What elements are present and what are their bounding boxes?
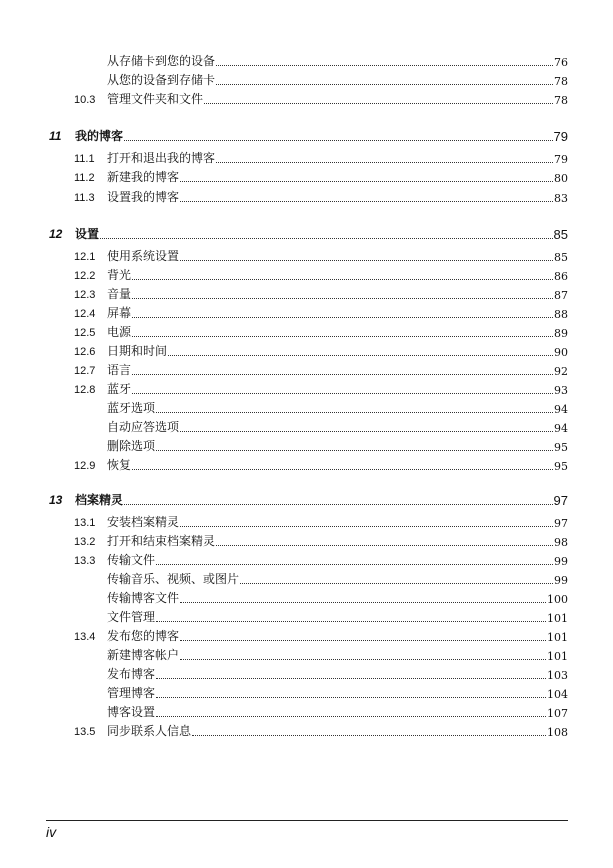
toc-entry[interactable]: [0, 52, 613, 71]
toc-entry-title: 安装档案精灵: [107, 515, 180, 529]
toc-entry-title: 日期和时间: [107, 344, 168, 358]
toc-entry-page: 89: [554, 327, 568, 340]
toc-entry[interactable]: [0, 551, 613, 570]
toc-entry-title: 屏幕: [107, 306, 132, 320]
toc-dot-leader: [132, 336, 553, 337]
toc-entry[interactable]: [0, 722, 613, 741]
toc-entry[interactable]: [0, 266, 613, 285]
toc-dot-leader: [132, 298, 553, 299]
toc-dot-leader: [180, 431, 553, 432]
toc-entry-title: 传输音乐、视频、或图片: [107, 572, 240, 586]
toc-entry-page: 85: [553, 227, 568, 242]
toc-entry-page: 80: [554, 172, 568, 185]
toc-dot-leader: [132, 374, 553, 375]
toc-dot-leader: [132, 317, 553, 318]
toc-entry-page: 87: [554, 289, 568, 302]
toc-entry-number: 12: [49, 227, 63, 241]
toc-entry-title: 恢复: [107, 458, 132, 472]
toc-entry-title: 新建我的博客: [107, 170, 180, 184]
toc-entry-page: 90: [554, 346, 568, 359]
toc-entry-page: 108: [547, 726, 568, 739]
toc-chapter-entry[interactable]: [0, 488, 613, 510]
toc-dot-leader: [132, 279, 553, 280]
toc-entry[interactable]: [0, 703, 613, 722]
toc-entry-page: 76: [554, 56, 568, 69]
toc-entry-number: 11: [49, 129, 62, 143]
toc-entry-number: 12.5: [74, 327, 96, 339]
toc-dot-leader: [180, 181, 553, 182]
toc-entry-page: 78: [554, 75, 568, 88]
toc-dot-leader: [180, 201, 553, 202]
toc-entry[interactable]: [0, 71, 613, 90]
toc-entry-page: 101: [547, 650, 568, 663]
footer-divider: [46, 820, 568, 821]
toc-entry-number: 11.2: [74, 172, 95, 184]
toc-entry-title: 打开和结束档案精灵: [107, 534, 216, 548]
footer-page-number: iv: [46, 824, 57, 840]
toc-entry[interactable]: [0, 361, 613, 380]
toc-dot-leader: [156, 697, 546, 698]
toc-entry[interactable]: [0, 247, 613, 266]
toc-entry[interactable]: [0, 627, 613, 646]
toc-dot-leader: [216, 545, 553, 546]
toc-entry-page: 88: [554, 308, 568, 321]
toc-entry-number: 12.7: [74, 365, 96, 377]
toc-entry-page: 103: [547, 669, 568, 682]
toc-entry-title: 管理文件夹和文件: [107, 92, 204, 106]
toc-dot-leader: [204, 103, 553, 104]
toc-dot-leader: [216, 162, 553, 163]
toc-entry-page: 104: [547, 688, 568, 701]
toc-entry[interactable]: [0, 513, 613, 532]
toc-entry-page: 94: [554, 403, 568, 416]
toc-entry-page: 99: [554, 555, 568, 568]
toc-entry-title: 设置我的博客: [107, 190, 180, 204]
toc-entry-number: 13.4: [74, 631, 96, 643]
toc-entry-page: 79: [554, 153, 568, 166]
toc-entry-page: 97: [553, 493, 568, 508]
toc-entry-title: 我的博客: [75, 129, 124, 143]
toc-entry-number: 11.1: [74, 153, 95, 165]
toc-entry[interactable]: [0, 437, 613, 456]
toc-entry-page: 79: [553, 129, 568, 144]
toc-dot-leader: [180, 526, 553, 527]
toc-entry[interactable]: [0, 323, 613, 342]
toc-entry-page: 85: [554, 251, 568, 264]
toc-dot-leader: [192, 735, 546, 736]
toc-entry-number: 13.3: [74, 555, 96, 567]
toc-entry-number: 12.8: [74, 384, 96, 396]
toc-entry[interactable]: [0, 304, 613, 323]
toc-entry[interactable]: [0, 399, 613, 418]
toc-entry-title: 打开和退出我的博客: [107, 151, 216, 165]
toc-entry-number: 12.1: [74, 251, 96, 263]
toc-entry-page: 83: [554, 192, 568, 205]
toc-entry-page: 86: [554, 270, 568, 283]
toc-dot-leader: [124, 140, 553, 141]
toc-entry-title: 语言: [107, 363, 132, 377]
toc-entry-number: 12.4: [74, 308, 96, 320]
toc-entry-title: 电源: [107, 325, 132, 339]
toc-entry-page: 99: [554, 574, 568, 587]
toc-dot-leader: [180, 260, 553, 261]
toc-entry-title: 从您的设备到存储卡: [107, 73, 216, 87]
toc-entry-number: 13.1: [74, 517, 96, 529]
toc-entry[interactable]: [0, 608, 613, 627]
toc-entry-number: 11.3: [74, 192, 95, 204]
toc-entry-page: 100: [547, 593, 568, 606]
toc-entry-title: 从存储卡到您的设备: [107, 54, 216, 68]
toc-dot-leader: [180, 659, 546, 660]
toc-dot-leader: [216, 84, 553, 85]
toc-chapter-entry[interactable]: [0, 124, 613, 146]
toc-entry-title: 传输文件: [107, 553, 156, 567]
toc-entry-title: 发布您的博客: [107, 629, 180, 643]
toc-entry-page: 93: [554, 384, 568, 397]
toc-entry-number: 13.2: [74, 536, 96, 548]
toc-entry[interactable]: [0, 380, 613, 399]
toc-entry-title: 传输博客文件: [107, 591, 180, 605]
toc-entry[interactable]: [0, 532, 613, 551]
toc-entry-page: 98: [554, 536, 568, 549]
toc-dot-leader: [240, 583, 553, 584]
toc-entry[interactable]: [0, 168, 613, 187]
toc-entry[interactable]: [0, 285, 613, 304]
toc-entry-title: 背光: [107, 268, 132, 282]
toc-entry[interactable]: [0, 684, 613, 703]
toc-entry-number: 12.9: [74, 460, 96, 472]
toc-entry-page: 78: [554, 94, 568, 107]
toc-entry[interactable]: [0, 456, 613, 475]
toc-entry-number: 12.6: [74, 346, 96, 358]
toc-entry-page: 107: [547, 707, 568, 720]
toc-entry-number: 13.5: [74, 726, 96, 738]
toc-dot-leader: [180, 602, 546, 603]
toc-entry-title: 自动应答选项: [107, 420, 180, 434]
toc-entry-page: 94: [554, 422, 568, 435]
toc-entry-title: 文件管理: [107, 610, 156, 624]
toc-entry-number: 12.2: [74, 270, 96, 282]
toc-entry-title: 管理博客: [107, 686, 156, 700]
toc-entry[interactable]: [0, 418, 613, 437]
toc-dot-leader: [100, 238, 553, 239]
toc-entry-title: 蓝牙选项: [107, 401, 156, 415]
toc-dot-leader: [132, 469, 553, 470]
toc-entry-title: 设置: [75, 227, 100, 241]
toc-entry[interactable]: [0, 149, 613, 168]
toc-dot-leader: [156, 564, 553, 565]
toc-entry-page: 92: [554, 365, 568, 378]
toc-entry[interactable]: [0, 570, 613, 589]
toc-dot-leader: [156, 678, 546, 679]
toc-dot-leader: [156, 716, 546, 717]
toc-entry[interactable]: [0, 665, 613, 684]
toc-entry[interactable]: [0, 589, 613, 608]
toc-dot-leader: [156, 621, 546, 622]
toc-dot-leader: [216, 65, 553, 66]
toc-chapter-entry[interactable]: [0, 222, 613, 244]
toc-entry-page: 101: [547, 631, 568, 644]
toc-entry-title: 同步联系人信息: [107, 724, 192, 738]
toc-dot-leader: [132, 393, 553, 394]
toc-entry-page: 95: [554, 441, 568, 454]
toc-entry[interactable]: [0, 342, 613, 361]
toc-dot-leader: [156, 450, 553, 451]
toc-entry-number: 12.3: [74, 289, 96, 301]
toc-entry-number: 10.3: [74, 94, 96, 106]
toc-entry[interactable]: [0, 188, 613, 207]
toc-dot-leader: [156, 412, 553, 413]
toc-dot-leader: [124, 504, 553, 505]
toc-entry-title: 使用系统设置: [107, 249, 180, 263]
toc-dot-leader: [168, 355, 553, 356]
toc-entry-title: 蓝牙: [107, 382, 132, 396]
toc-entry[interactable]: [0, 90, 613, 109]
toc-entry-page: 101: [547, 612, 568, 625]
toc-entry-title: 删除选项: [107, 439, 156, 453]
toc-entry-title: 档案精灵: [75, 493, 124, 507]
toc-entry-title: 新建博客帐户: [107, 648, 180, 662]
toc-entry-title: 发布博客: [107, 667, 156, 681]
toc-entry-title: 博客设置: [107, 705, 156, 719]
toc-dot-leader: [180, 640, 546, 641]
toc-entry-number: 13: [49, 493, 63, 507]
toc-entry-title: 音量: [107, 287, 132, 301]
toc-entry-page: 97: [554, 517, 568, 530]
toc-entry[interactable]: [0, 646, 613, 665]
toc-entry-page: 95: [554, 460, 568, 473]
